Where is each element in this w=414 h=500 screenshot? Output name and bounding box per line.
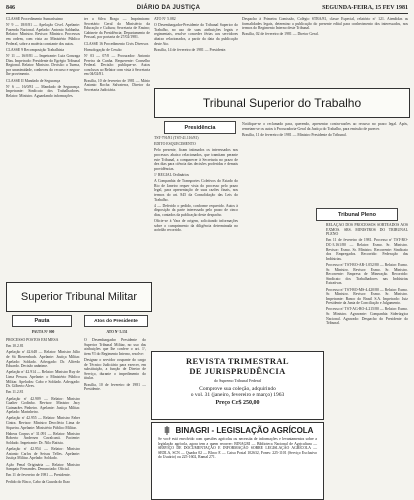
paragraph: Ação Penal Originária — Relator: Ministro Sampaio Fernandes. Denunciado: Oficial. [6, 462, 80, 472]
paragraph: CLASSE II Mandado de Segurança [6, 78, 61, 83]
paragraph: Apelação nº 42.954 — Relator: Ministro Antonio Carlos de Seixas Telles. Apelante: Justiça Militar. Apelado: Soldado. [6, 447, 80, 461]
paragraph: Designar o servidor ocupante do cargo de Técnico Judiciário para exercer, em substituição, a função de Diretor de Serviço, durante o impedimento do titular. [84, 357, 146, 381]
paragraph: ATO Nº 5.082 [154, 17, 176, 21]
binagri-title: BINAGRI - LEGISLAÇÃO AGRÍCOLA [175, 425, 314, 435]
tst-banner: Tribunal Superior do Trabalho [154, 88, 410, 118]
tab-tribunal-pleno: Tribunal Pleno [316, 208, 398, 221]
paragraph: Nº 03 — 07/0 — Procurador: Antonio Pereira da Cunha. Requerente: Conselho Federal. Decisão: publique-se. Autos conclusos ao Relator com vista à Secretaria em 04/02/81. [84, 53, 150, 77]
paragraph: Nº 11 — 16/0/81 — Impetrante: Luiz Gonzaga Dias. Impetrado: Presidente do Egrégio Tribunal Regional. Relator: Ministro. Decisão: a Turma, por unanimidade, conheceu do recurso e negou-lhe provimento. [6, 53, 80, 77]
paragraph: EDITO ESQUECIMENTO [154, 142, 196, 147]
binagri-body: Se você está envolvido com questões agrícolas ou necessita de informações e levantamentos sobre a legislação agrícola, agora tem a quem recorrer: BINAGRI — Biblioteca Nacional de Agricultura — SERVIÇO DE DOCUMENTAÇÃO E INFORMAÇÃO SOBRE LEGISLAÇÃO AGRÍCOLA — SEDLA, SCN — Quadra 02 — Bloco E — Caixa Postal 102632, Fones: 225-1101 (Serviço Exclusivo do Usuário) ou 225-1602, Ramal 271. [158, 437, 317, 460]
paragraph: CLASSE Procedimento Sumaríssimo [6, 17, 63, 21]
tab-presidencia: Presidência [164, 121, 236, 134]
paragraph: O Desembargador Presidente do Superior Tribunal Militar, no uso das atribuições que lhe confere o art. 1º, item VI do Regimento Interno, resolve: [84, 338, 146, 356]
tab-pauta: Pauta [12, 315, 72, 327]
paragraph: Apelação nº 42.914 — Relator: Ministro Ruy de Lima Pessoa. Apelante: o Ministério Público Militar. Apelados: Cabo e Soldado. Advogado: Dr. Gilberto Alves. [6, 370, 80, 389]
paragraph: Apelação nº 42.909 — Relator: Ministro Gualter Godinho. Revisor: Ministro Jacy Guimarães Pinheiro. Apelante: Justiça Militar. Apelado: Marinheiro. [6, 396, 80, 415]
revista-offer-line-2: o vol. 31 (janeiro, fevereiro e março) 1963 [190, 392, 285, 398]
paragraph: Homologação de Cessão [84, 47, 122, 52]
paragraph: Em 11.2.81 [6, 390, 24, 395]
revista-price: Preço Cr$ 250,00 [215, 400, 260, 406]
paragraph: Em 10.2.81 [6, 344, 24, 349]
paragraph: Processo nº TST-RO-MS-4.420/80 — Relator: Exmo. Sr. Ministro. Revisor: Exmo. Sr. Ministro. Impetrante: Banco do Brasil S.A. Impetrado: Juiz Presidente da Junta de Conciliação e Julgamento. [326, 287, 408, 306]
column-2-bottom [84, 338, 146, 498]
paragraph: Brasília, 02 de fevereiro de 1981 — Diretor Geral. [242, 32, 319, 37]
revista-title-line-1: REVISTA TRIMESTRAL [185, 356, 289, 366]
paragraph: Brasília, 10 de fevereiro de 1981 — Mário Antonio Rocha Salvaterra, Diretor da Secretaria Judiciária. [84, 78, 150, 92]
binagri-advertisement [151, 422, 324, 500]
paragraph: Apelação nº 42.648 — Relator: Ministro Júlio de Sá Bierrenbach. Apelante: Justiça Militar. Apelado: Soldado. Advogado: Dr. Alfredo Eduardo. Decisão unânime. [6, 350, 80, 369]
tab-atos-do-presidente: Atos do Presidente [84, 315, 148, 327]
paragraph: Nº 9 — 18/0/81 — Apelação Cível. Apelante: Fazenda Nacional. Apelado: Antonio Saldanha. Relator: Ministro. Revisor: Ministro. Processos em ordem, com vista ao Ministério Público Federal, sobre a matéria constante dos autos. [6, 23, 80, 46]
column-3-middle [154, 136, 238, 346]
revista-offer-line-1: Comprove sua coleção, adquirindo [199, 386, 276, 392]
paragraph: O Desembargador-Presidente do Tribunal Superior do Trabalho, no uso de suas atribuições legais e regimentais, resolve conceder férias aos servidores abaixo relacionados, a partir da data da publicação deste Ato. [154, 23, 238, 46]
paragraph: Brasília, 14 de fevereiro de 1981 — Presidente. [154, 47, 227, 52]
column-2-top [84, 17, 150, 280]
paragraph: CLASSE 9 Recomposição Trabalhista [6, 47, 65, 52]
paragraph: Despacho à Primeira Comissão, Colégio STRA/81, classe Especial, relatório nº 121. Atendidas as formalidades legais, determino a publicação do presente edital para conhecimento dos interessados, nos termos do Regimento Interno deste Tribunal. [242, 17, 408, 31]
paragraph: Em 11 de fevereiro de 1981. Processo nº TST-RO-DC-3.161/80 — Relator: Exmo. Sr. Ministro. Revisor: Exmo. Sr. Ministro. Recorrente: Sindicato dos Empregados. Recorrido: Federação das Indústrias. [326, 238, 408, 261]
revista-subtitle: do Supremo Tribunal Federal [214, 378, 261, 383]
wheat-icon [162, 425, 172, 435]
paragraph: RELAÇÃO DOS PROCESSOS SORTEADOS AOS EXMOS. SRS. MINISTROS DO TRIBUNAL PLENO [326, 223, 408, 237]
paragraph: Pedido do Bisco, Cabo da Guarda do Ibao [6, 479, 70, 484]
issue-date: SEGUNDA-FEIRA, 15 FEV 1981 [322, 4, 408, 11]
paragraph: A Companhia de Transportes Coletivos do Estado do Rio de Janeiro requer vista do processo pelo prazo legal, para apresentação de suas razões finais, nos termos do art. 845 da Consolidação das Leis do Trabalho. [154, 179, 238, 202]
gazette-title: DIÁRIO DA JUSTIÇA [136, 4, 201, 11]
paragraph: Processo nº TST-RO-AR-1.052/80 — Relator: Exmo. Sr. Ministro. Revisor: Exmo. Sr. Ministro. Recorrente: Empresa de Mineração. Recorrido: Sindicato dos Trabalhadores nas Indústrias Extrativas. [326, 262, 408, 286]
paragraph: Brasília, 11 de fevereiro de 1981 — Ministro Presidente do Tribunal. [242, 132, 347, 137]
paragraph: 4 — Deferido o pedido, conforme requerido. Autos à disposição da parte interessada pelo prazo de cinco dias, contados da publicação deste despacho. [154, 203, 238, 217]
paragraph: Habeas Corpus nº 31.091 — Relator: Ministro Roberto Andersen Cavalcanti. Paciente: Soldado. Impetrante: Dr. Nilo Batista. [6, 431, 80, 446]
paragraph: Nº 6 — 16/0/81 — Mandado de Segurança. Impetrante: Sindicato dos Trabalhadores. Relator: Ministro. Aguardando informações. [6, 84, 80, 98]
stm-banner: Superior Tribunal Militar [6, 282, 152, 312]
paragraph: Em 11 de fevereiro de 1981 — Presidente. [6, 473, 71, 478]
column-3-top [154, 17, 238, 87]
paragraph: Notifique-se o reclamado para, querendo, apresentar contra-razões ao recurso no prazo legal. Após, remetam-se os autos à Procuradoria-Geral da Justiça do Trabalho, para emissão de parecer. [242, 122, 408, 131]
paragraph: CLASSE 16 Procedimento Civis Diversos [84, 41, 149, 46]
paragraph: ter a Silva Braga — Imprimiram: Secretário Geral do Ministério da Educação e Cultura; Secretaria de Ensino; Gabinete da Presidência; Departamento de Pessoal, por portaria de 27/02/1981. [84, 17, 150, 40]
pauta-number: PAUTA Nº 000 [31, 330, 55, 334]
ato-number: ATO Nº 5.151 [106, 330, 128, 334]
paragraph: Pelo presente, ficam intimados os interessados nos processos abaixo relacionados, que tramitam perante este Tribunal, a comparecer à Secretaria no prazo de dez dias para ciência das decisões proferidas e demais providências. [154, 148, 238, 171]
paragraph: PROCESSO POSTOS EM MESA [6, 338, 59, 342]
page-number: 846 [6, 4, 15, 11]
column-4-pleno [326, 223, 408, 498]
column-1-top [6, 17, 80, 280]
paragraph: Brasília, 10 de fevereiro de 1981 — Presidente. [84, 382, 146, 392]
page-header [6, 2, 408, 14]
revista-advertisement [151, 351, 324, 420]
paragraph: Oficie-se à Vara de origem, solicitando informações sobre o cumprimento da diligência determinada no acórdão recorrido. [154, 219, 238, 233]
revista-title-line-2: DE JURISPRUDÊNCIA [189, 366, 286, 376]
paragraph: 1º REGIAL Ordinários [154, 172, 189, 177]
column-1-bottom [6, 338, 80, 498]
paragraph: Apelação nº 42.955 — Relator: Ministro Faber Cintra. Revisor: Ministro Deoclécio Lima de Siqueira. Apelante: Ministério Público Militar. [6, 416, 80, 430]
column-4-middle [242, 122, 408, 206]
paragraph: Processo nº TST-AG-RO-4.215/80 — Relator: Exmo. Sr. Ministro. Agravante: Companhia Siderúrgica Nacional. Agravado: Despacho do Presidente do Tribunal. [326, 307, 408, 326]
column-4-top [242, 17, 408, 87]
paragraph: TST-791/81 (TST-41.116/81) [154, 136, 199, 140]
